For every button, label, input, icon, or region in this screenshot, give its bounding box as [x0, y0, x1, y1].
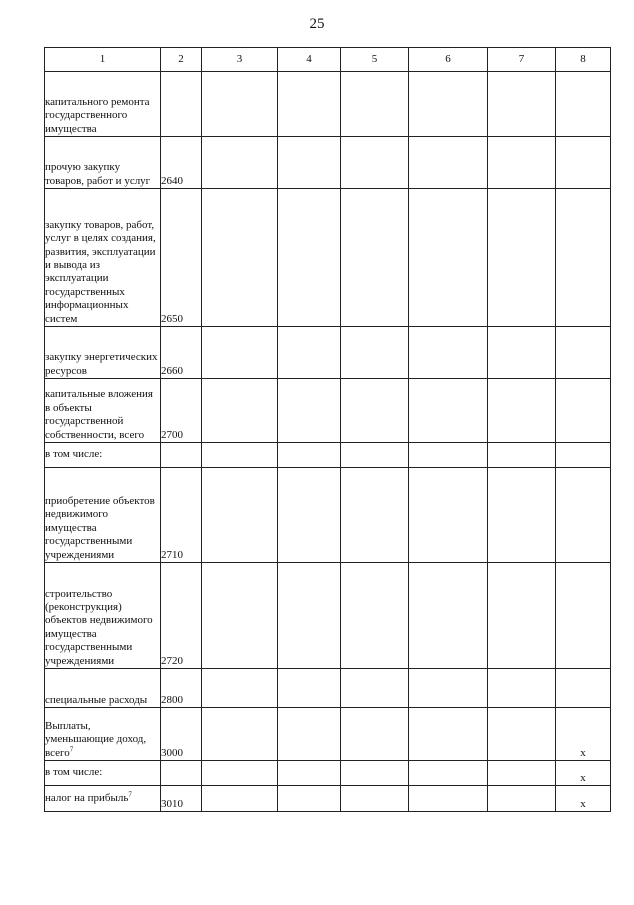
table-cell	[409, 761, 488, 786]
table-cell	[278, 189, 341, 327]
table-row	[45, 669, 611, 708]
row-name-text: налог на прибыль	[45, 791, 129, 804]
table-row	[45, 443, 611, 468]
row-code: 3010	[161, 786, 202, 812]
footnote-marker: 7	[69, 744, 74, 753]
table-row	[45, 327, 611, 379]
table-cell	[202, 669, 278, 708]
row-mark	[556, 189, 611, 327]
table-cell	[488, 443, 556, 468]
table-cell	[278, 468, 341, 563]
table-cell	[409, 72, 488, 137]
column-header: 6	[409, 48, 488, 72]
table-cell	[488, 72, 556, 137]
table-cell	[409, 468, 488, 563]
table-row	[45, 137, 611, 189]
table-cell	[409, 443, 488, 468]
table-row	[45, 468, 611, 563]
row-name: прочую закупку товаров, работ и услуг	[45, 137, 161, 189]
row-name: строительство (реконструкция) объектов недвижимого имущества государственными учреждениями	[45, 563, 161, 669]
table-cell	[202, 708, 278, 761]
table-row	[45, 72, 611, 137]
table-row	[45, 189, 611, 327]
row-code: 2700	[161, 379, 202, 443]
table-cell	[202, 443, 278, 468]
table-header-row	[45, 48, 611, 72]
row-name	[45, 786, 161, 812]
column-header: 3	[202, 48, 278, 72]
table-cell	[202, 786, 278, 812]
table-cell	[278, 563, 341, 669]
table-cell	[278, 443, 341, 468]
table-cell	[278, 669, 341, 708]
footnote-marker: 7	[128, 790, 132, 799]
page-number: 25	[309, 16, 325, 32]
table-cell	[409, 379, 488, 443]
table-cell	[202, 72, 278, 137]
table-cell	[409, 327, 488, 379]
table-cell	[278, 786, 341, 812]
row-name-text: Выплаты, уменьшающие доход, всего	[45, 719, 147, 759]
table-cell	[488, 468, 556, 563]
table-cell	[278, 72, 341, 137]
table-cell	[488, 189, 556, 327]
table-cell	[488, 669, 556, 708]
column-header: 1	[45, 48, 161, 72]
table-cell	[202, 379, 278, 443]
row-mark	[556, 563, 611, 669]
row-mark	[556, 72, 611, 137]
row-code: 2710	[161, 468, 202, 563]
row-mark: x	[556, 761, 611, 786]
table-row	[45, 708, 611, 761]
table-cell	[278, 379, 341, 443]
row-mark	[556, 137, 611, 189]
table-cell	[278, 137, 341, 189]
table-cell	[278, 761, 341, 786]
row-mark	[556, 327, 611, 379]
table-cell	[341, 72, 409, 137]
table-cell	[341, 443, 409, 468]
table-cell	[409, 786, 488, 812]
table-cell	[341, 327, 409, 379]
table-cell	[409, 189, 488, 327]
table-cell	[488, 708, 556, 761]
table-cell	[278, 708, 341, 761]
table-cell	[202, 137, 278, 189]
row-mark	[556, 379, 611, 443]
row-name: специальные расходы	[45, 669, 161, 708]
row-name: капитального ремонта государственного имущества	[45, 72, 161, 137]
table-cell	[409, 708, 488, 761]
row-name: капитальные вложения в объекты государственной собственности, всего	[45, 379, 161, 443]
table-cell	[278, 327, 341, 379]
table-cell	[488, 563, 556, 669]
table-cell	[409, 563, 488, 669]
table-cell	[341, 669, 409, 708]
column-header: 7	[488, 48, 556, 72]
row-code	[161, 443, 202, 468]
table-cell	[488, 327, 556, 379]
table-cell	[488, 137, 556, 189]
table-cell	[202, 761, 278, 786]
row-code: 2800	[161, 669, 202, 708]
row-code: 3000	[161, 708, 202, 761]
table-cell	[341, 786, 409, 812]
row-name	[45, 708, 161, 761]
table-cell	[341, 708, 409, 761]
row-mark: x	[556, 786, 611, 812]
table-cell	[341, 189, 409, 327]
table-cell	[488, 761, 556, 786]
row-code: 2720	[161, 563, 202, 669]
table-cell	[202, 327, 278, 379]
row-mark	[556, 443, 611, 468]
table-row	[45, 563, 611, 669]
row-mark	[556, 669, 611, 708]
row-code	[161, 761, 202, 786]
table-cell	[202, 189, 278, 327]
row-mark: x	[556, 708, 611, 761]
budget-table	[44, 47, 611, 812]
row-code: 2640	[161, 137, 202, 189]
table-cell	[409, 669, 488, 708]
column-header: 4	[278, 48, 341, 72]
row-code: 2660	[161, 327, 202, 379]
row-name: в том числе:	[45, 443, 161, 468]
row-name: приобретение объектов недвижимого имущества государственными учреждениями	[45, 468, 161, 563]
row-code	[161, 72, 202, 137]
table-cell	[341, 379, 409, 443]
table-cell	[409, 137, 488, 189]
table-row	[45, 761, 611, 786]
column-header: 2	[161, 48, 202, 72]
row-code: 2650	[161, 189, 202, 327]
table-cell	[202, 468, 278, 563]
table-cell	[341, 468, 409, 563]
row-name: закупку товаров, работ, услуг в целях создания, развития, эксплуатации и вывода из эксплуатации государственных информационных систем	[45, 189, 161, 327]
table-row	[45, 786, 611, 812]
column-header: 5	[341, 48, 409, 72]
table-cell	[488, 786, 556, 812]
row-mark	[556, 468, 611, 563]
table-cell	[488, 379, 556, 443]
row-name: закупку энергетических ресурсов	[45, 327, 161, 379]
table-cell	[341, 761, 409, 786]
table-cell	[341, 137, 409, 189]
row-name: в том числе:	[45, 761, 161, 786]
column-header: 8	[556, 48, 611, 72]
table-cell	[202, 563, 278, 669]
table-cell	[341, 563, 409, 669]
table-row	[45, 379, 611, 443]
